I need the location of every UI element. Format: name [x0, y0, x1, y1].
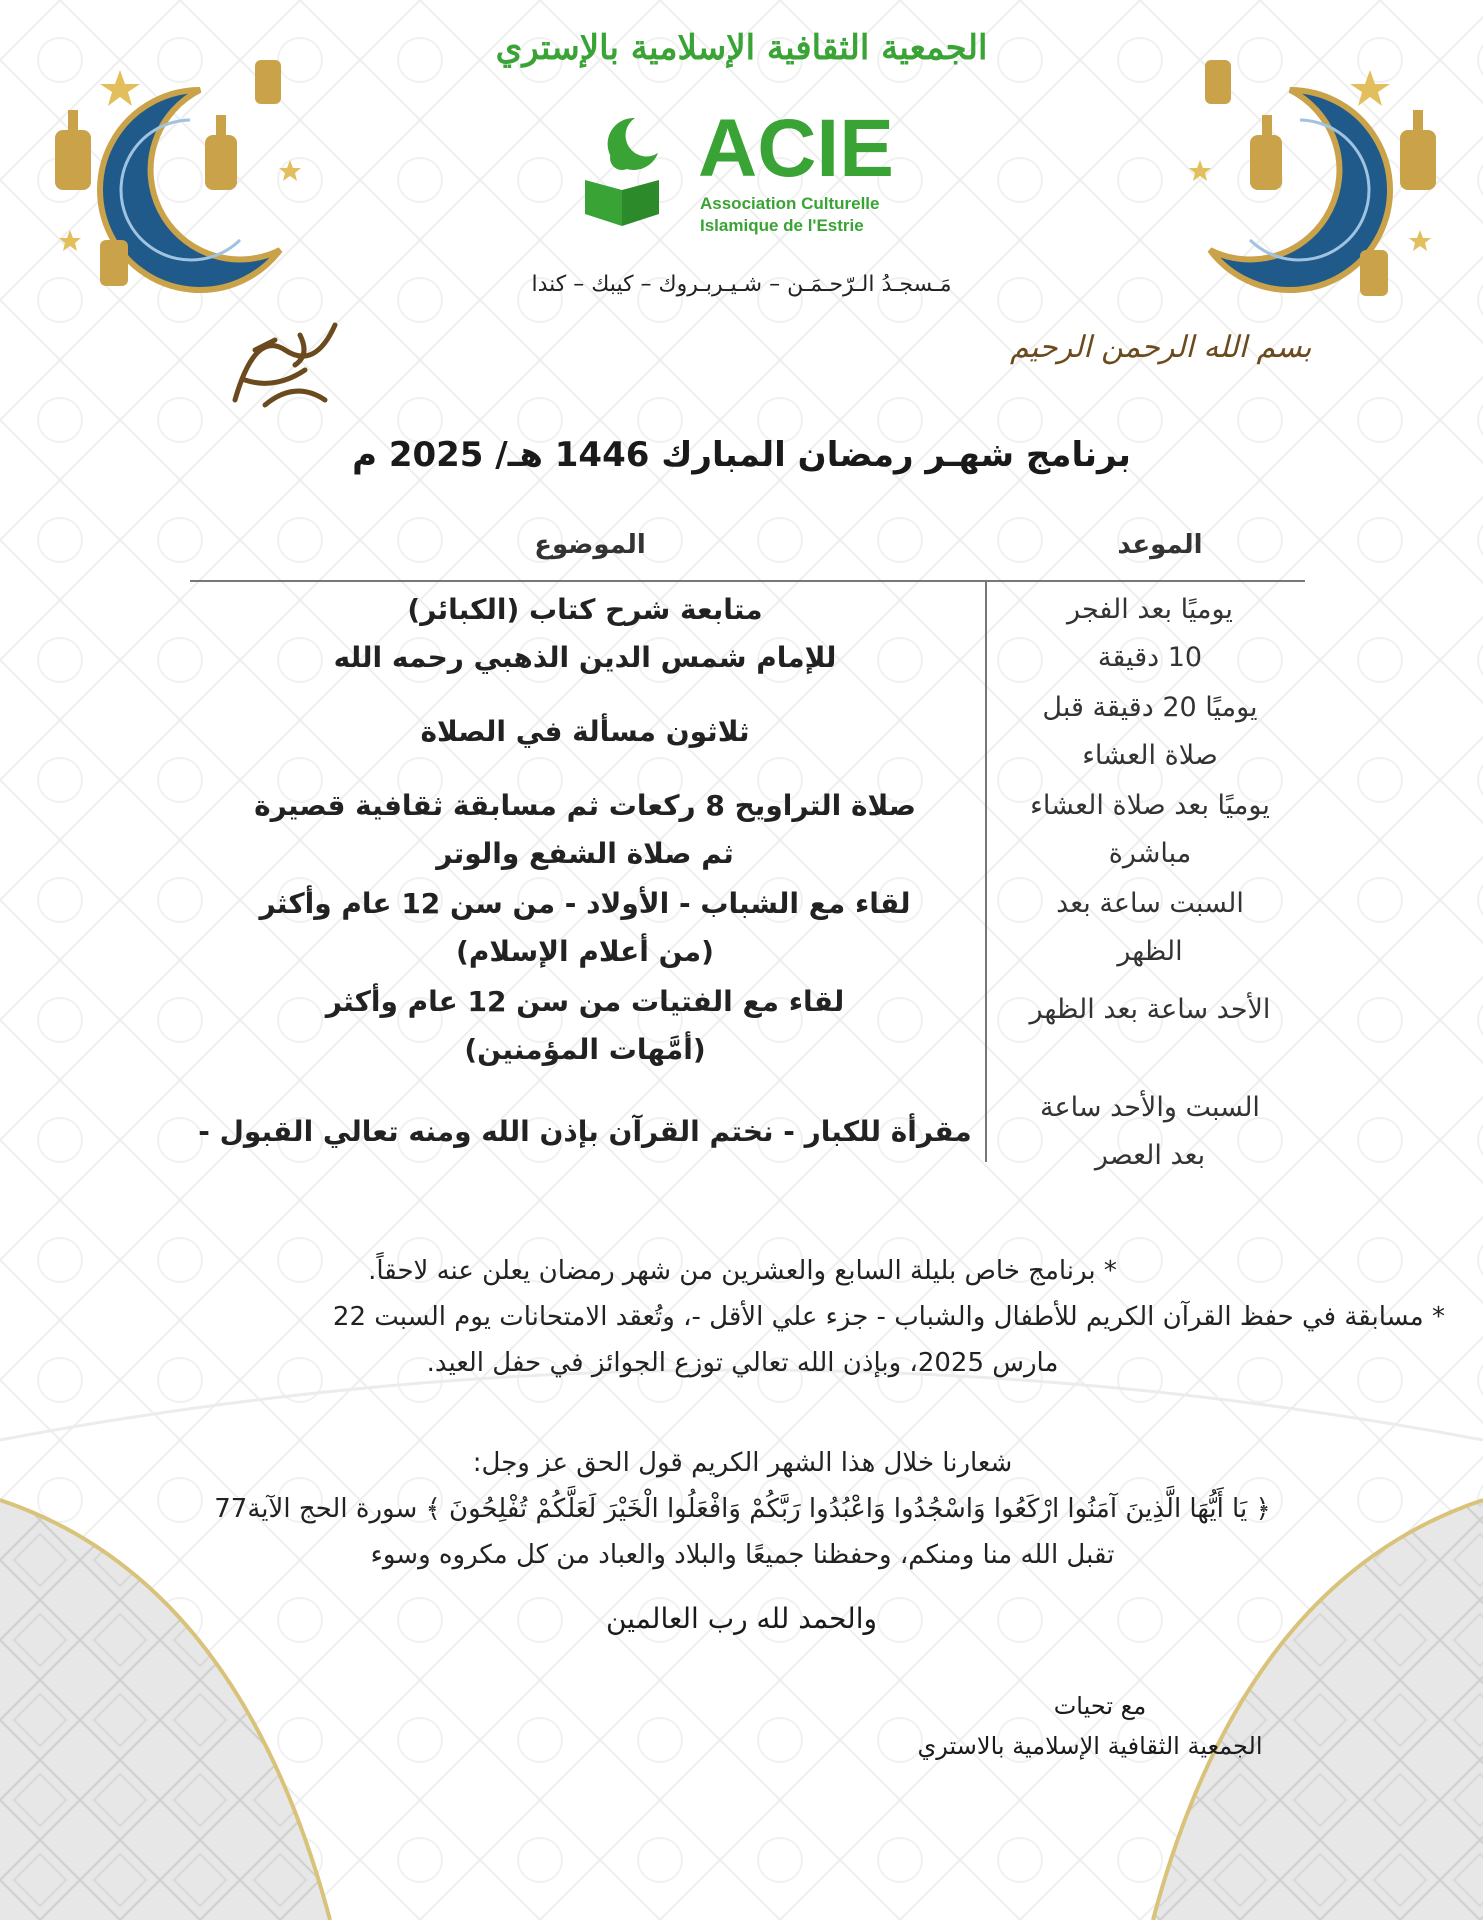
table-row-time	[995, 782, 1305, 878]
note-item: * برنامج خاص بليلة السابع والعشرين من شهر رمضان يعلن عنه لاحقاً.	[368, 1256, 1117, 1286]
table-header-divider	[190, 580, 1305, 582]
association-arabic-name: الجمعية الثقافية الإسلامية بالإستري	[495, 28, 988, 68]
topic-line-1: ثلاثون مسألة في الصلاة	[420, 715, 750, 748]
note-item: * مسابقة في حفظ القرآن الكريم للأطفال والشباب - جزء علي الأقل -، وتُعقد الامتحانات يوم السبت 22	[332, 1302, 1445, 1332]
table-row-topic	[190, 782, 980, 878]
time-line-1: السبت ساعة بعد	[1056, 888, 1244, 919]
logo-subtitle-line2: Islamique de l'Estrie	[700, 216, 864, 235]
time-line-1: يوميًا بعد الفجر	[1067, 594, 1233, 625]
topic-line-2: (من أعلام الإسلام)	[456, 935, 714, 968]
greeting: مع تحيات	[1053, 1692, 1147, 1720]
table-row-time	[995, 1084, 1305, 1180]
page-title: برنامج شهـر رمضان المبارك 1446 هـ/ 2025 م	[352, 435, 1131, 475]
notes-section	[40, 1248, 1445, 1386]
slogan-section	[80, 1440, 1405, 1578]
acie-logo	[580, 103, 910, 240]
dua-line: تقبل الله منا ومنكم، وحفظنا جميعًا والبلاد والعباد من كل مكروه وسوء	[370, 1540, 1115, 1570]
table-row-topic	[190, 978, 980, 1074]
table-row-topic	[190, 1108, 980, 1156]
table-column-divider	[985, 582, 987, 1162]
crescent-lantern-left-icon	[30, 50, 310, 310]
topic-line-1: متابعة شرح كتاب (الكبائر)	[407, 593, 763, 626]
table-row-topic	[190, 880, 980, 976]
topic-line-1: لقاء مع الشباب - الأولاد - من سن 12 عام وأكثر	[259, 887, 911, 920]
table-row-time	[995, 684, 1305, 780]
logo-subtitle-line1: Association Culturelle	[700, 194, 880, 213]
topic-line-2: للإمام شمس الدين الذهبي رحمه الله	[333, 641, 837, 674]
topic-line-1: لقاء مع الفتيات من سن 12 عام وأكثر	[325, 985, 845, 1018]
slogan-intro: شعارنا خلال هذا الشهر الكريم قول الحق عز وجل:	[472, 1448, 1013, 1478]
time-line-2: مباشرة	[1108, 838, 1192, 869]
bismillah: بسم الله الرحمن الرحيم	[1010, 330, 1312, 365]
table-row-time	[995, 880, 1305, 976]
column-header-topic: الموضوع	[534, 530, 646, 560]
time-line-2: بعد العصر	[1094, 1140, 1206, 1171]
crescent-lantern-right-icon	[1180, 50, 1460, 310]
logo-book-crescent-icon	[580, 108, 670, 228]
table-row-time	[995, 986, 1305, 1034]
topic-line-2: ثم صلاة الشفع والوتر	[436, 837, 734, 870]
schedule-table	[190, 530, 1305, 1180]
table-row-topic	[190, 708, 980, 756]
topic-line-1: صلاة التراويح 8 ركعات ثم مسابقة ثقافية قصيرة	[254, 789, 916, 822]
quran-verse: ﴿ يَا أَيُّهَا الَّذِينَ آمَنُوا ارْكَعُوا وَاسْجُدُوا وَاعْبُدُوا رَبَّكُمْ وَافْعَلُوا الْخَيْرَ لَعَلَّكُمْ تُفْلِحُونَ ﴾ سورة الحج الآية77	[214, 1494, 1271, 1524]
signature: الجمعية الثقافية الإسلامية بالاستري	[917, 1732, 1263, 1760]
mosque-location-line: مَـسجـدُ الـرّحـمَـن – شـيـربـروك – كيبك – كندا	[531, 272, 952, 297]
hamd-line: والحمد لله رب العالمين	[605, 1602, 878, 1635]
time-line-1: يوميًا بعد صلاة العشاء	[1030, 790, 1270, 821]
time-line-2: صلاة العشاء	[1082, 740, 1218, 771]
time-line-1: السبت والأحد ساعة	[1040, 1092, 1260, 1123]
table-row-topic	[190, 586, 980, 682]
topic-line-2: (أمَّهات المؤمنين)	[464, 1033, 706, 1066]
time-line-1: يوميًا 20 دقيقة قبل	[1042, 692, 1258, 723]
column-header-time: الموعد	[1117, 530, 1203, 560]
time-line-2: 10 دقيقة	[1097, 642, 1203, 673]
time-line-1: الأحد ساعة بعد الظهر	[1029, 994, 1271, 1025]
note-item-continuation: مارس 2025، وبإذن الله تعالي توزع الجوائز في حفل العيد.	[426, 1348, 1059, 1378]
logo-text: ACIE	[698, 103, 894, 194]
table-row-time	[995, 586, 1305, 682]
ramadan-calligraphy-icon	[215, 310, 355, 420]
topic-line-1: مقرأة للكبار - نختم القرآن بإذن الله ومنه تعالي القبول -	[198, 1115, 972, 1148]
time-line-2: الظهر	[1117, 936, 1183, 967]
